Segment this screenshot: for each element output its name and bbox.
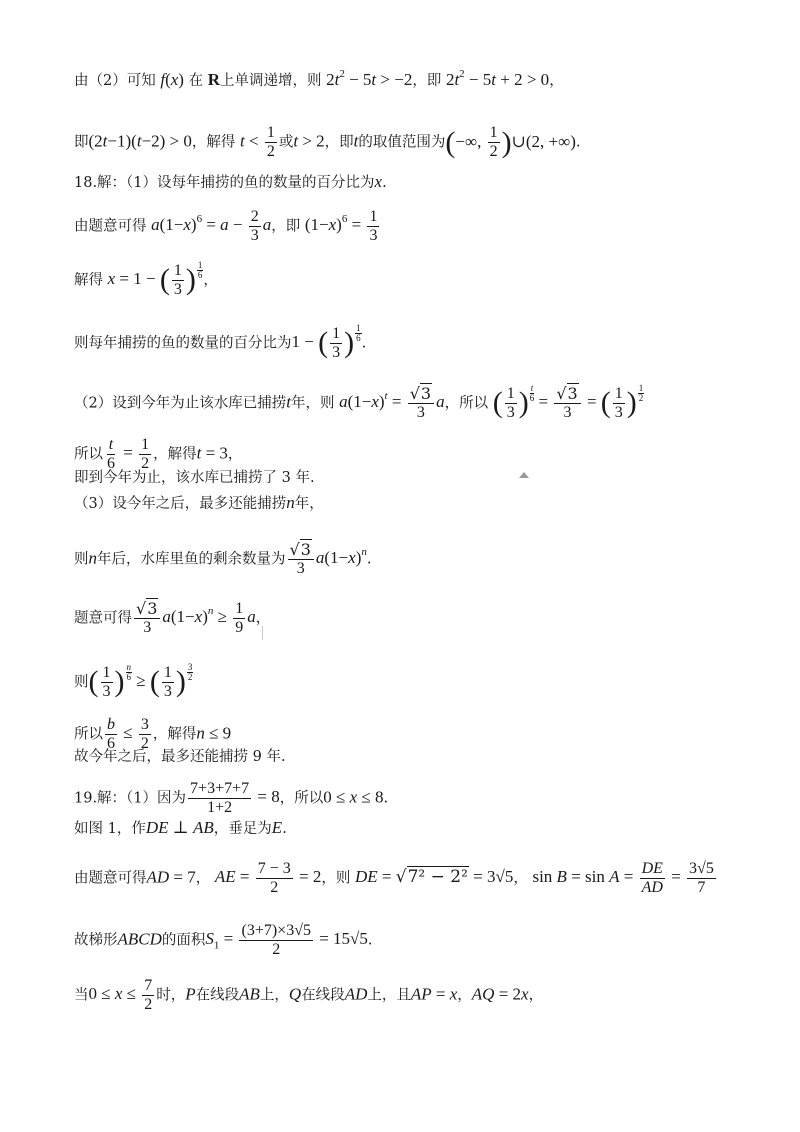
frac-half: $\frac{1}{2}$	[266, 124, 275, 160]
line-15: 故今年之后，最多还能捕捞 9 年.	[74, 749, 286, 765]
math-fx: f(x)	[160, 70, 184, 89]
math-eq-3: $a(1-x)^t$ = $\frac{√3}{3}$ a	[339, 384, 445, 421]
math-ae: AE = $\frac{7 - 3}{2}$ = 2	[214, 860, 322, 896]
line-1: 由（2）可知 f(x) 在 R上单调递增，则 $2t^2 - 5t > -2$，即 $2t^2 - 5t + 2 > 0$，	[74, 68, 564, 89]
math-range: (−∞, $\frac{1}{2}$ )∪(2, +∞)	[445, 124, 576, 161]
line-13: 则( $\frac{1}{3}$ ) $\frac{n}{6}$ ≥ ( $\frac{1}{3}$ ) $\frac{3}{2}$	[74, 662, 193, 700]
math-remain: $\frac{√3}{3}$ $a(1-x)^n$	[289, 540, 367, 577]
line-18: 由题意可得AD = 7， AE = $\frac{7 - 3}{2}$ = 2，则 DE = √7² − 2² = 3√5， sin B = sin A = $\frac{DE}{AD}$ = $\frac{3√5}{7}$	[74, 860, 718, 897]
scan-mark-icon	[519, 472, 529, 478]
math-solve-x: x = 1 − ( $\frac{1}{3}$ ) $\frac{1}{6}$	[107, 260, 203, 298]
line-14: 所以 $\frac{b}{6}$ ≤ $\frac{3}{2}$ ，解得n ≤ 9	[74, 716, 232, 752]
math-sin: sin B = sin A = $\frac{DE}{AD}$ = $\frac{3√5}{7}$	[532, 860, 714, 896]
math-ineq-2: $2t^2 - 5t + 2 > 0$	[445, 68, 550, 89]
math-ineq-5: $\frac{b}{6}$ ≤ $\frac{3}{2}$	[107, 716, 149, 752]
line-7: （2）设到今年为止该水库已捕捞t年，则 $a(1-x)^t$ = $\frac{√3}{3}$ a，所以 ( $\frac{1}{3}$ ) $\frac{t}{6}$ = $\frac{√3}{3}$ = ( $\frac{1}{3}$ ) $\frac{1}{2}$	[74, 383, 644, 421]
line-17: 如图 1，作DE ⊥ AB，垂足为E.	[74, 818, 287, 837]
math-ineq-1: $2t^2 - 5t > -2$	[326, 68, 413, 89]
math-ineq-3: $\frac{√3}{3}$ $a(1-x)^n$ ≥ $\frac{1}{9}$ a	[136, 599, 256, 636]
math-avg: $\frac{7+3+7+7}{1+2}$ = 8	[190, 780, 280, 816]
math-ineq-4: ( $\frac{1}{3}$ ) $\frac{n}{6}$ ≥ ( $\frac{1}{3}$ ) $\frac{3}{2}$	[88, 662, 193, 700]
line-12: 题意可得 $\frac{√3}{3}$ $a(1-x)^n$ ≥ $\frac{1}{9}$ a，	[74, 599, 271, 636]
line-19: 故梯形ABCD的面积$S_1$ = $\frac{(3+7)\times 3√5}{2}$ = 15√5.	[74, 922, 373, 958]
math-eq-4: ( $\frac{1}{3}$ ) $\frac{t}{6}$ = $\frac{√3}{3}$ = ( $\frac{1}{3}$ ) $\frac{1}{2}$	[492, 383, 644, 421]
line-8: 所以 $\frac{t}{6}$ = $\frac{1}{2}$ ，解得t = 3，	[74, 436, 243, 472]
line-16: 19.解：（1）因为 $\frac{7+3+7+7}{1+2}$ = 8，所以0 ≤ x ≤ 8.	[74, 780, 389, 816]
math-eq-5: $\frac{t}{6}$ = $\frac{1}{2}$	[107, 436, 150, 472]
math-factor: (2t−1)(t−2) > 0	[88, 131, 192, 151]
scan-artifact	[262, 626, 263, 640]
line-9: 即到今年为止，该水库已捕捞了 3 年.	[74, 470, 315, 486]
line-4: 由题意可得 $a(1-x)^6 = a$ − $\frac{2}{3}$ a，即 $(1-x)^6$ = $\frac{1}{3}$	[74, 208, 381, 245]
math-de: DE = √7² − 2² = 3√5	[354, 867, 514, 888]
line-20: 当0 ≤ x ≤ $\frac{7}{2}$ 时，P在线段AB上，Q在线段AD上，且AP = x，AQ = 2x，	[74, 977, 544, 1013]
line-2: 即(2t−1)(t−2) > 0，解得 t < $\frac{1}{2}$ 或t > 2，即t的取值范围为(−∞, $\frac{1}{2}$ )∪(2, +∞).	[74, 124, 581, 161]
math-percent: 1 − ( $\frac{1}{3}$ ) $\frac{1}{6}$	[291, 323, 361, 361]
math-area: $S_1$ = $\frac{(3+7)\times 3√5}{2}$ = 15√5	[205, 922, 368, 958]
line-10: （3）设今年之后，最多还能捕捞n年，	[74, 493, 324, 512]
math-eq-1: $a(1-x)^6 = a$ − $\frac{2}{3}$ a	[151, 208, 272, 244]
line-11: 则n年后，水库里鱼的剩余数量为 $\frac{√3}{3}$ $a(1-x)^n$.	[74, 540, 372, 577]
math-eq-2: $(1-x)^6$ = $\frac{1}{3}$	[304, 208, 378, 244]
line-5: 解得 x = 1 − ( $\frac{1}{3}$ ) $\frac{1}{6}$ ，	[74, 260, 218, 298]
line-6: 则每年捕捞的鱼的数量的百分比为1 − ( $\frac{1}{3}$ ) $\frac{1}{6}$ .	[74, 323, 367, 361]
line-3: 18.解：（1）设每年捕捞的鱼的数量的百分比为x.	[74, 172, 387, 191]
